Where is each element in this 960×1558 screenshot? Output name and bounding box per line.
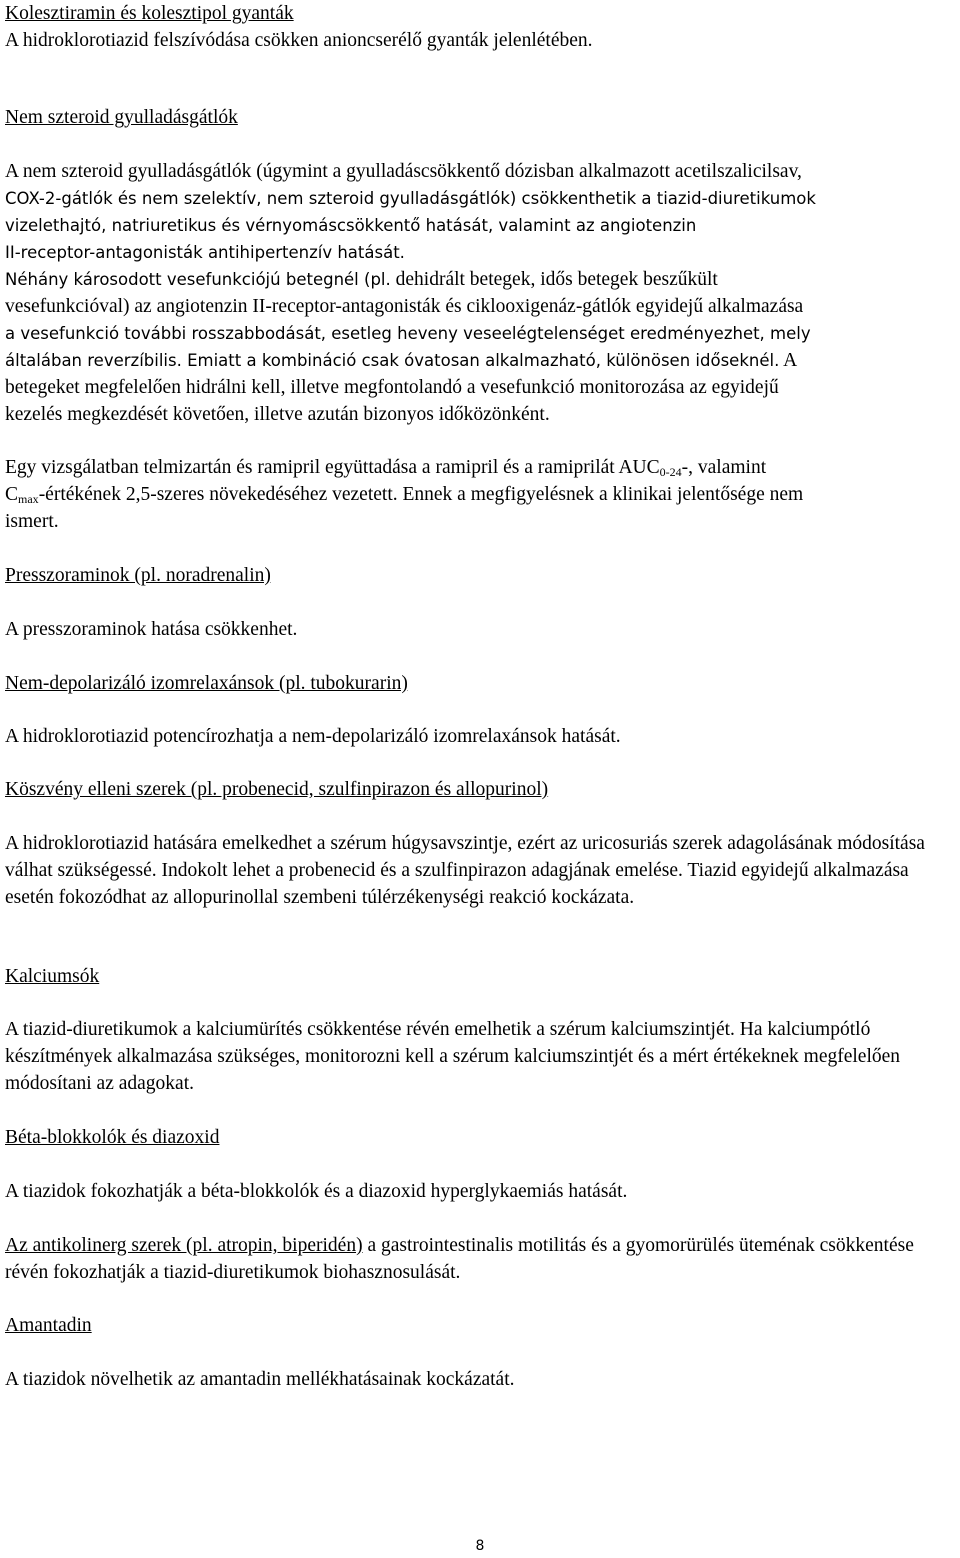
- section-heading-nsaid: Nem szteroid gyulladásgátlók: [5, 107, 238, 128]
- section-heading-presszor: Presszoraminok (pl. noradrenalin): [5, 565, 271, 586]
- section-heading-amantadin: Amantadin: [5, 1315, 92, 1336]
- page-number: 8: [475, 1538, 485, 1554]
- paragraph-presszor: A presszoraminok hatása csökkenhet.: [5, 619, 298, 640]
- text-run: C: [5, 484, 19, 505]
- text-line: COX-2-gátlók és nem szelektív, nem szteroid gyulladásgátlók) csökkenthetik a tiazid-diuretikumok: [5, 189, 816, 208]
- section-heading-antikolinerg: Az antikolinerg szerek (pl. atropin, biperidén): [5, 1235, 363, 1256]
- paragraph-nsaid-1: [5, 158, 955, 266]
- text-line: ismert.: [5, 511, 59, 532]
- paragraph-telmizartan: [5, 454, 955, 535]
- section-heading-kalcium: Kalciumsók: [5, 966, 100, 987]
- text-run: a gastrointestinalis motilitás és a gyomorürülés üteménak csökkentése révén fokozhatják a tiazid-diuretikumok biohasznosulását.: [5, 1235, 914, 1283]
- text-line: kezelés megkezdését követően, illetve azután bizonyos időközönként.: [5, 404, 550, 425]
- text-line: vizelethajtó, natriuretikus és vérnyomáscsökkentő hatását, valamint az angiotenzin: [5, 216, 697, 235]
- auc-subscript: 0-24: [659, 465, 682, 479]
- text-run: általában reverzíbilis. Emiatt a kombináció csak óvatosan alkalmazható, különösen időseknél.: [5, 351, 780, 370]
- text-line: vesefunkcióval) az angiotenzin II-receptor-antagonisták és ciklooxigenáz-gátlók egyidejű alkalmazása: [5, 296, 804, 317]
- section-heading-izomrelax: Nem-depolarizáló izomrelaxánsok (pl. tubokurarin): [5, 673, 408, 694]
- paragraph-antikolinerg: [5, 1232, 955, 1286]
- text-run: -értékének 2,5-szeres növekedéséhez vezetett. Ennek a megfigyelésnek a klinikai jelentősége nem: [38, 484, 804, 505]
- paragraph-kolesztiramin: A hidroklorotiazid felszívódása csökken anioncserélő gyanták jelenlétében.: [5, 30, 593, 51]
- paragraph-amantadin: A tiazidok növelhetik az amantadin mellékhatásainak kockázatát.: [5, 1369, 515, 1390]
- text-run: -, valamint: [681, 457, 767, 478]
- text-run: Egy vizsgálatban telmizartán és ramipril együttadása a ramipril és a ramiprilát AUC: [5, 457, 660, 478]
- text-run: A: [783, 350, 798, 371]
- paragraph-kalcium: A tiazid-diuretikumok a kalciumürítés csökkentése révén emelhetik a szérum kalciumszintjét. Ha kalciumpótló készítmények alkalmazása szükséges, monitorozni kell a szérum kalciumszintjét és a mért értékeknek megfelelően módosítani az adagokat.: [5, 1019, 901, 1094]
- paragraph-koszveny: A hidroklorotiazid hatására emelkedhet a szérum húgysavszintje, ezért az uricosuriás szerek adagolásának módosítása válhat szükségessé. Indokolt lehet a probenecid és a szulfinpirazon adagjának emelése. Tiazid egyidejű alkalmazása esetén fokozódhat az allopurinollal szembeni túlérzékenységi reakció kockázata.: [5, 833, 925, 908]
- text-line: a vesefunkció további rosszabbodását, esetleg heveny veseelégtelenséget eredményezhet, mely: [5, 324, 811, 343]
- section-heading-koszveny: Köszvény elleni szerek (pl. probenecid, szulfinpirazon és allopurinol): [5, 779, 549, 800]
- paragraph-nsaid-2: [5, 266, 955, 428]
- paragraph-beta: A tiazidok fokozhatják a béta-blokkolók és a diazoxid hyperglykaemiás hatását.: [5, 1181, 628, 1202]
- text-line: A nem szteroid gyulladásgátlók (úgymint a gyulladáscsökkentő dózisban alkalmazott acetilszalicilsav,: [5, 161, 802, 182]
- text-line: betegeket megfelelően hidrálni kell, illetve megfontolandó a vesefunkció monitorozása az egyidejű: [5, 377, 779, 398]
- section-heading-beta: Béta-blokkolók és diazoxid: [5, 1127, 220, 1148]
- paragraph-izomrelax: A hidroklorotiazid potencírozhatja a nem-depolarizáló izomrelaxánsok hatását.: [5, 726, 621, 747]
- text-run: Néhány károsodott vesefunkciójú betegnél (pl.: [5, 270, 391, 289]
- cmax-subscript: max: [18, 492, 39, 506]
- section-heading-kolesztiramin: Kolesztiramin és kolesztipol gyanták: [5, 3, 294, 24]
- text-run: dehidrált betegek, idős betegek beszűkült: [395, 269, 718, 290]
- text-line: II-receptor-antagonisták antihipertenzív hatását.: [5, 243, 405, 262]
